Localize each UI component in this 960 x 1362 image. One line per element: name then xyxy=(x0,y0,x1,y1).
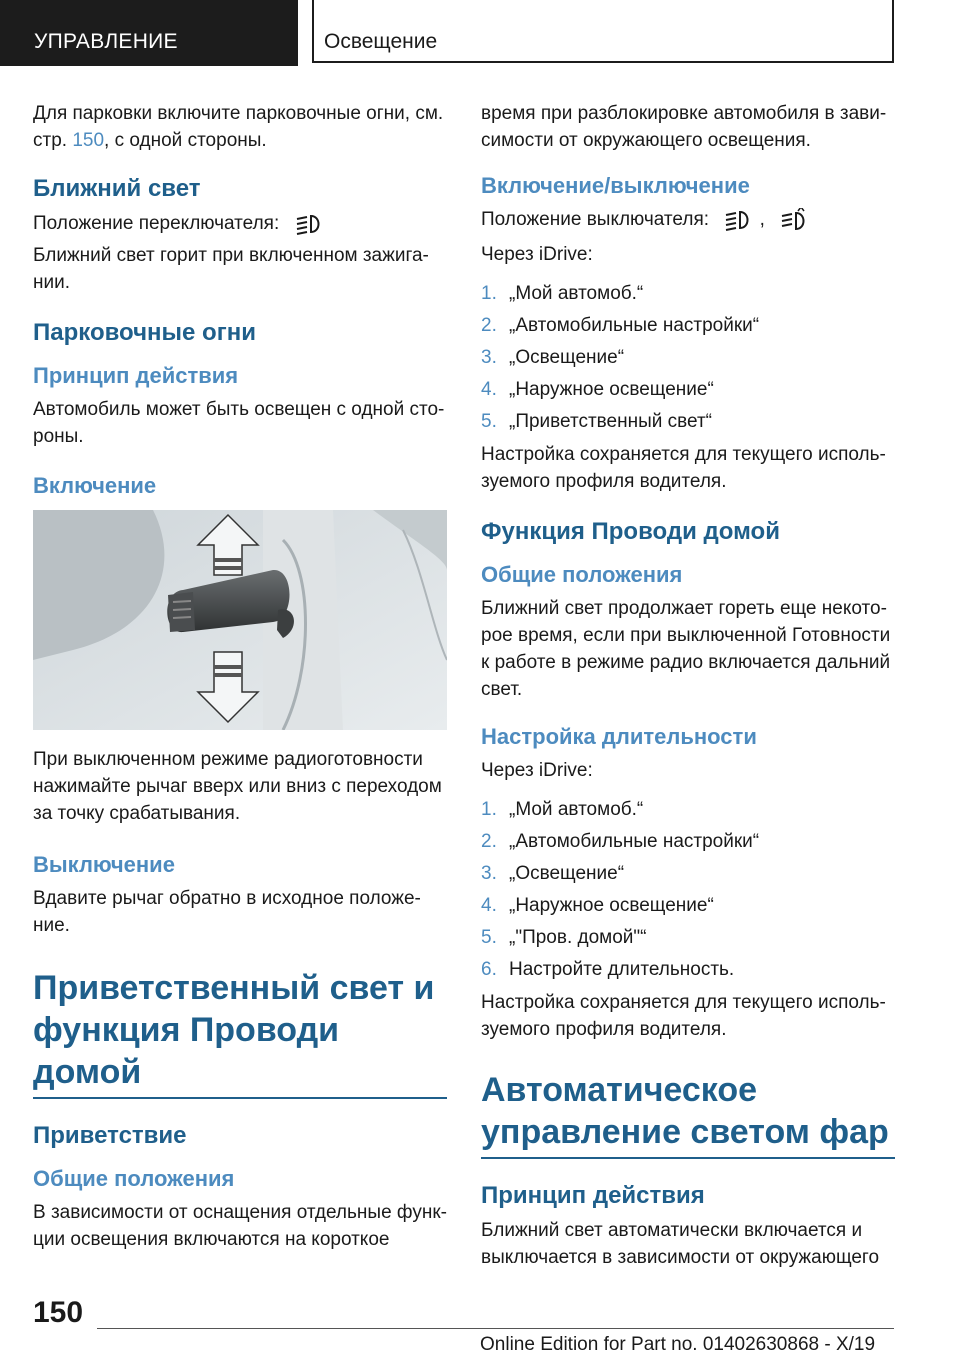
step-text: „Мой автомоб.“ xyxy=(509,283,644,304)
step-number: 5. xyxy=(481,927,497,948)
section-title: УПРАВЛЕНИЕ xyxy=(34,30,178,53)
idrive-label-1: Через iDrive: xyxy=(481,244,593,265)
step-text: „Приветственный свет“ xyxy=(509,411,712,432)
switch-on-text: При выключенном режиме радиоготовности нажимайте рычаг вверх или вниз с переходом за точку срабатывания. xyxy=(33,749,442,824)
principle-text: Автомобиль может быть освещен с одной сто-роны. xyxy=(33,399,445,447)
step-text: „Мой автомоб.“ xyxy=(509,799,644,820)
page-link[interactable]: 150 xyxy=(72,130,105,151)
low-beam-text: Ближний свет горит при включенном зажига-нии. xyxy=(33,245,429,293)
list-item xyxy=(481,892,895,919)
heading-auto-line-1: Автоматическое xyxy=(481,1071,758,1109)
list-item xyxy=(481,924,895,951)
page-header xyxy=(0,0,960,66)
saved-text-1: Настройка сохраняется для текущего исполь-зуемого профиля водителя. xyxy=(481,444,886,492)
switch-off-text: Вдавите рычаг обратно в исходное положе-ние. xyxy=(33,888,421,936)
list-item xyxy=(481,408,895,435)
heading-greeting: Приветствие xyxy=(33,1122,187,1149)
right-column xyxy=(481,100,895,1284)
general-text: В зависимости от оснащения отдельные функ-ции освещения включаются на короткое xyxy=(33,1202,447,1250)
step-number: 1. xyxy=(481,799,497,820)
heading-welcome-line-1: Приветственный свет и xyxy=(33,969,435,1007)
list-item xyxy=(481,796,895,823)
steps-list-2 xyxy=(481,796,895,983)
topic-tab xyxy=(312,0,894,63)
heading-general: Общие положения xyxy=(33,1166,235,1191)
step-text: „"Пров. домой"“ xyxy=(509,927,647,948)
heading-switch-off: Выключение xyxy=(33,852,175,877)
section-tab xyxy=(0,0,298,66)
step-number: 4. xyxy=(481,895,497,916)
list-item xyxy=(481,828,895,855)
heading-principle: Принцип действия xyxy=(33,363,239,388)
steps-list-1 xyxy=(481,280,895,435)
heading-welcome-block xyxy=(33,967,447,1099)
heading-auto-line-2: управление светом фар xyxy=(481,1113,889,1151)
heading-switch-on: Включение xyxy=(33,473,157,498)
list-item xyxy=(481,312,895,339)
auto-headlight-icon xyxy=(776,208,810,232)
list-item xyxy=(481,860,895,887)
step-number: 2. xyxy=(481,831,497,852)
follow-me-home-text: Ближний свет продолжает гореть еще некото-рое время, если при выключенной Готовности к работе в режиме радио включается дальний свет. xyxy=(481,598,891,700)
step-number: 5. xyxy=(481,411,497,432)
step-text: „Освещение“ xyxy=(509,347,625,368)
low-beam-position: Положение переключателя: xyxy=(33,210,447,237)
list-item xyxy=(481,376,895,403)
list-item xyxy=(481,344,895,371)
heading-duration: Настройка длительности xyxy=(481,724,757,749)
heading-toggle: Включение/выключение xyxy=(481,173,750,198)
page-number: 150 xyxy=(33,1296,84,1329)
heading-follow-me-home: Функция Проводи домой xyxy=(481,518,780,545)
step-text: „Освещение“ xyxy=(509,863,625,884)
turn-signal-lever-image xyxy=(33,510,447,730)
step-text: Настройте длительность. xyxy=(509,959,735,980)
heading-parking-lights: Парковочные огни xyxy=(33,319,256,346)
topic-title: Освещение xyxy=(324,30,438,53)
edition-label: Online Edition for Part no. 01402630868 - X/19 xyxy=(480,1334,876,1355)
intro-paragraph: Для парковки включите парковочные огни, см. стр. 150, с одной стороны. xyxy=(33,103,444,151)
low-beam-icon xyxy=(291,213,325,235)
heading-auto-principle: Принцип действия xyxy=(481,1182,705,1209)
heading-welcome-line-2: функция Проводи домой xyxy=(33,1011,340,1091)
step-number: 6. xyxy=(481,959,497,980)
step-number: 3. xyxy=(481,863,497,884)
low-beam-icon xyxy=(720,209,754,231)
heading-general-right: Общие положения xyxy=(481,562,683,587)
heading-low-beam: Ближний свет xyxy=(33,175,201,202)
step-number: 3. xyxy=(481,347,497,368)
toggle-position: Положение выключателя: , xyxy=(481,206,895,233)
list-item xyxy=(481,956,895,983)
step-text: „Наружное освещение“ xyxy=(509,895,714,916)
heading-auto-block xyxy=(481,1069,895,1159)
step-text: „Автомобильные настройки“ xyxy=(509,831,760,852)
step-number: 1. xyxy=(481,283,497,304)
step-number: 4. xyxy=(481,379,497,400)
left-column xyxy=(33,100,447,1266)
step-text: „Автомобильные настройки“ xyxy=(509,315,760,336)
auto-principle-text: Ближний свет автоматически включается и выключается в зависимости от окружающего xyxy=(481,1220,880,1268)
continued-text: время при разблокировке автомобиля в зави-симости от окружающего освещения. xyxy=(481,103,887,151)
step-number: 2. xyxy=(481,315,497,336)
saved-text-2: Настройка сохраняется для текущего исполь-зуемого профиля водителя. xyxy=(481,992,886,1040)
idrive-label-2: Через iDrive: xyxy=(481,760,593,781)
step-text: „Наружное освещение“ xyxy=(509,379,714,400)
list-item xyxy=(481,280,895,307)
footer-divider xyxy=(97,1328,894,1329)
